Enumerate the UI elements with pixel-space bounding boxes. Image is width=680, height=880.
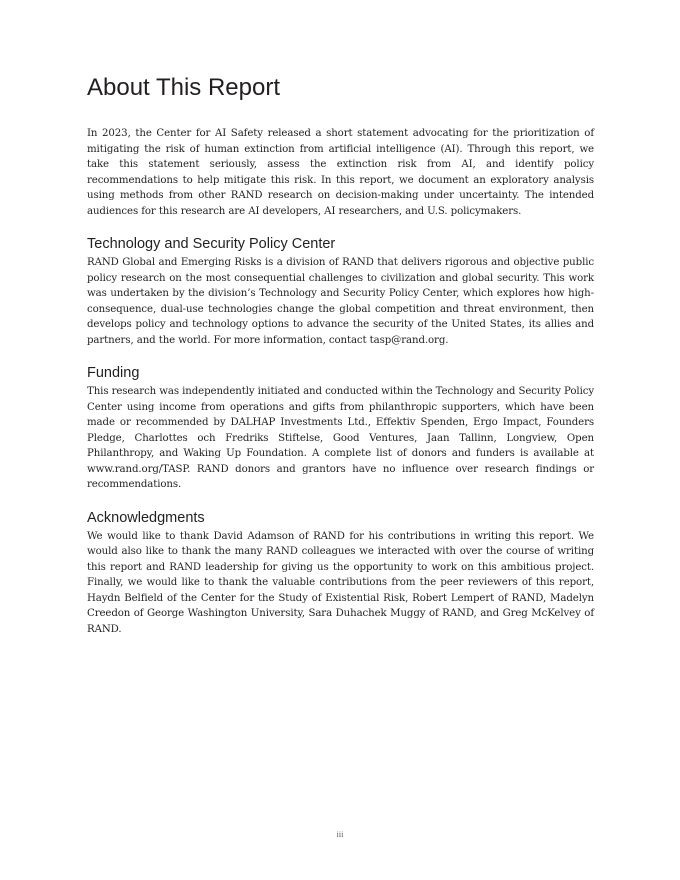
intro-section	[87, 126, 594, 219]
section-heading: Acknowledgments	[87, 509, 205, 526]
section-paragraph: This research was independently initiated and conducted within the Technology and Security Policy Center using income from operations and gifts from philanthropic supporters, which have been made or recommended by DALHAP Investments Ltd., Effektiv Spenden, Ergo Impact, Founders Pledge, Charlottes och Fredriks Stiftelse, Good Ventures, Jaan Tallinn, Longview, Open Philanthropy, and Waking Up Foundation. A complete list of donors and funders is available at www.rand.org/TASP. RAND donors and grantors have no influence over research findings or recommendations.	[87, 386, 594, 490]
section-paragraph: RAND Global and Emerging Risks is a division of RAND that delivers rigorous and objective public policy research on the most consequential challenges to civilization and global security. This work was undertaken by the division’s Technology and Security Policy Center, which explores how high-consequence, dual-use technologies change the global competition and threat environment, then develops policy and technology options to advance the security of the United States, its allies and partners, and the world. For more information, contact tasp@rand.org.	[87, 257, 594, 346]
page-number: iii	[336, 830, 344, 839]
page-title: About This Report	[87, 74, 280, 101]
intro-paragraph: In 2023, the Center for AI Safety released a short statement advocating for the prioritization of mitigating the risk of human extinction from artificial intelligence (AI). Through this report, we take this statement seriously, assess the extinction risk from AI, and identify policy recommendations to help mitigate this risk. In this report, we document an exploratory analysis using methods from other RAND research on decision-making under uncertainty. The intended audiences for this research are AI developers, AI researchers, and U.S. policymakers.	[87, 128, 594, 217]
section-heading: Technology and Security Policy Center	[87, 236, 336, 252]
section-funding	[87, 364, 594, 493]
report-page	[87, 72, 594, 637]
section-heading: Funding	[87, 365, 140, 381]
section-technology-security-policy-center	[87, 235, 594, 348]
section-acknowledgments	[87, 509, 594, 638]
section-paragraph: We would like to thank David Adamson of RAND for his contributions in writing this report. We would also like to thank the many RAND colleagues we interacted with over the course of writing this report and RAND leadership for giving us the opportunity to work on this ambitious project. Finally, we would like to thank the valuable contributions from the peer reviewers of this report, Haydn Belfield of the Center for the Study of Existential Risk, Robert Lempert of RAND, Madelyn Creedon of George Washington University, Sara Duhachek Muggy of RAND, and Greg McKelvey of RAND.	[87, 530, 594, 635]
